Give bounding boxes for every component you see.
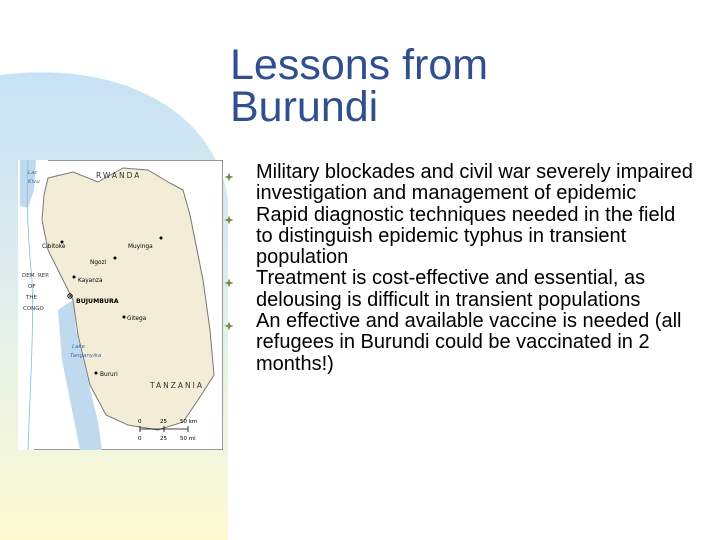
map-city-kayanza: Kayanza <box>78 278 103 284</box>
map-city-bujumbura: BUJUMBURA <box>76 298 119 305</box>
map-city-dot-muyinga <box>160 237 163 240</box>
bullet-text-1: Military blockades and civil war severely impaired investigation and management of epidemic <box>256 161 693 205</box>
map-label-congo-4: CONGO <box>23 306 44 312</box>
map-city-bururi: Bururi <box>100 372 118 378</box>
map-scale-km-50: 50 km <box>180 419 198 425</box>
bullet-list <box>224 162 694 375</box>
bullet-icon <box>224 278 234 288</box>
map-scale-km-0: 0 <box>138 419 142 425</box>
burundi-map <box>18 160 223 450</box>
map-label-congo-2: OF <box>28 284 36 290</box>
map-city-muyinga: Muyinga <box>128 244 153 250</box>
map-city-dot-bururi <box>95 372 98 375</box>
bullet-text-3: Treatment is cost-effective and essential, as delousing is difficult in transient populations <box>256 267 646 311</box>
bullet-icon <box>224 215 234 225</box>
map-label-congo-3: THE <box>26 295 37 301</box>
map-city-cibitoke: Cibitoke <box>42 244 66 250</box>
bullet-item <box>224 205 694 269</box>
map-city-ngozi: Ngozi <box>90 260 107 266</box>
title-line-2: Burundi <box>230 83 379 131</box>
map-scale-mi-50: 50 mi <box>180 436 196 442</box>
map-scale-mi-25: 25 <box>160 436 167 442</box>
map-label-lac-kivu-2: Kivu <box>28 179 40 185</box>
map-label-tanzania: TANZANIA <box>150 381 204 390</box>
page-title <box>230 41 690 131</box>
map-label-rwanda: RWANDA <box>96 171 142 180</box>
map-scale-mi-0: 0 <box>138 436 142 442</box>
map-scale-km-25: 25 <box>160 419 167 425</box>
bullet-item <box>224 311 694 375</box>
map-capital-dot <box>69 295 71 297</box>
map-label-congo-1: DEM. REP. <box>22 273 50 279</box>
bullet-icon <box>224 172 234 182</box>
title-line-1: Lessons from <box>230 41 489 89</box>
map-city-dot-kayanza <box>73 276 76 279</box>
map-label-lac-kivu-1: Lac <box>28 170 38 176</box>
map-label-lake-tanganyika-1: Lake <box>72 344 86 350</box>
map-label-lake-tanganyika-2: Tanganyika <box>70 353 102 359</box>
map-city-dot-gitega <box>123 316 126 319</box>
map-city-gitega: Gitega <box>127 316 147 322</box>
bullet-icon <box>224 321 234 331</box>
bullet-item <box>224 268 694 311</box>
bullet-text-2: Rapid diagnostic techniques needed in the field to distinguish epidemic typhus in transient population <box>256 203 676 269</box>
bullet-item <box>224 162 694 205</box>
bullet-text-4: An effective and available vaccine is needed (all refugees in Burundi could be vaccinated in 2 months!) <box>256 310 682 375</box>
map-city-dot-ngozi <box>114 257 117 260</box>
